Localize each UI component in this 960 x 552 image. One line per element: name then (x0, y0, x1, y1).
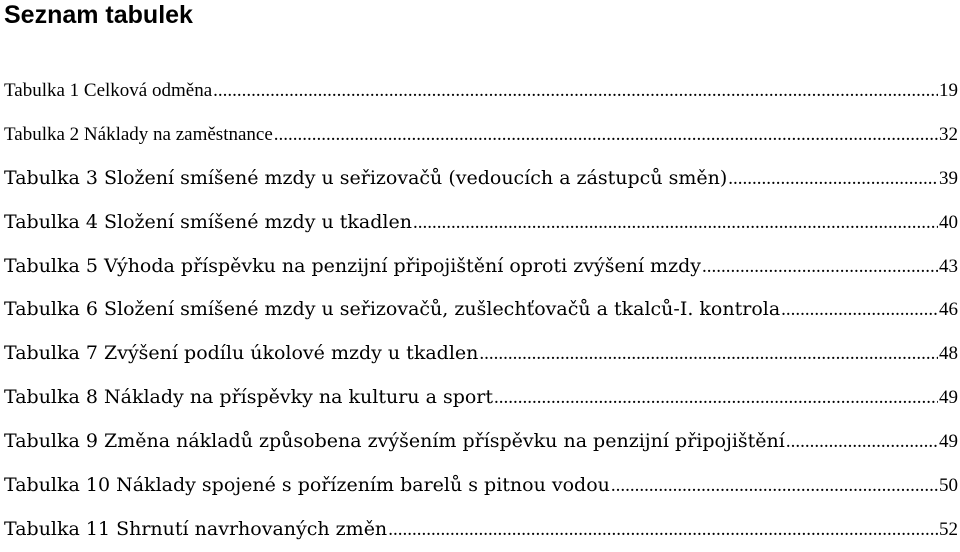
toc-entry-title: Tabulka 3 Složení smíšené mzdy u seřizovačů (vedoucích a zástupců směn) (4, 166, 728, 189)
dot-leader (611, 464, 938, 508)
toc-entry-page: 19 (939, 80, 958, 101)
toc-entry-1[interactable] (4, 69, 958, 113)
toc-entry-title: Tabulka 8 Náklady na příspěvky na kulturu a sport (4, 386, 494, 409)
toc-entry-page: 39 (939, 167, 958, 189)
toc-entry-title: Tabulka 10 Náklady spojené s pořízením barelů s pitnou vodou (4, 474, 610, 497)
toc-entry-4[interactable] (4, 201, 958, 245)
toc-entry-7[interactable] (4, 332, 958, 376)
toc-entry-10[interactable] (4, 464, 958, 508)
dot-leader (786, 420, 938, 464)
toc-entry-title: Tabulka 5 Výhoda příspěvku na penzijní připojištění oproti zvýšení mzdy (4, 254, 701, 277)
toc-entry-6[interactable] (4, 288, 958, 332)
toc-entry-2[interactable] (4, 113, 958, 157)
dot-leader (413, 201, 938, 245)
dot-leader (274, 113, 938, 157)
toc-entry-9[interactable] (4, 420, 958, 464)
toc-entry-page: 52 (939, 518, 958, 540)
toc-entry-title: Tabulka 7 Zvýšení podílu úkolové mzdy u tkadlen (4, 342, 479, 365)
toc-entry-page: 48 (939, 343, 958, 365)
toc-entry-page: 49 (939, 387, 958, 409)
page-title: Seznam tabulek (4, 1, 193, 29)
toc-entry-page: 46 (939, 299, 958, 321)
dot-leader (479, 332, 938, 376)
dot-leader (494, 376, 938, 420)
dot-leader (702, 245, 938, 289)
toc-entry-title: Tabulka 1 Celková odměna (4, 80, 213, 101)
dot-leader (388, 508, 938, 552)
toc-entry-5[interactable] (4, 245, 958, 289)
dot-leader (781, 288, 938, 332)
toc-entry-page: 50 (939, 475, 958, 497)
toc-entry-title: Tabulka 9 Změna nákladů způsobena zvýšením příspěvku na penzijní připojištění (4, 430, 785, 453)
toc-entry-page: 43 (939, 255, 958, 277)
toc-entry-8[interactable] (4, 376, 958, 420)
dot-leader (728, 157, 938, 201)
toc-entry-title: Tabulka 6 Složení smíšené mzdy u seřizovačů, zušlechťovačů a tkalců-I. kontrola (4, 298, 781, 321)
toc-entry-title: Tabulka 2 Náklady na zaměstnance (4, 123, 273, 145)
toc-entry-page: 49 (939, 431, 958, 453)
toc-entry-3[interactable] (4, 157, 958, 201)
toc-entry-title: Tabulka 4 Složení smíšené mzdy u tkadlen (4, 210, 412, 233)
toc-entry-11[interactable] (4, 508, 958, 552)
toc-entry-page: 32 (939, 123, 958, 145)
dot-leader (213, 69, 938, 113)
toc-entry-title: Tabulka 11 Shrnutí navrhovaných změn (4, 517, 388, 540)
table-of-tables (4, 69, 958, 552)
toc-entry-page: 40 (939, 211, 958, 233)
